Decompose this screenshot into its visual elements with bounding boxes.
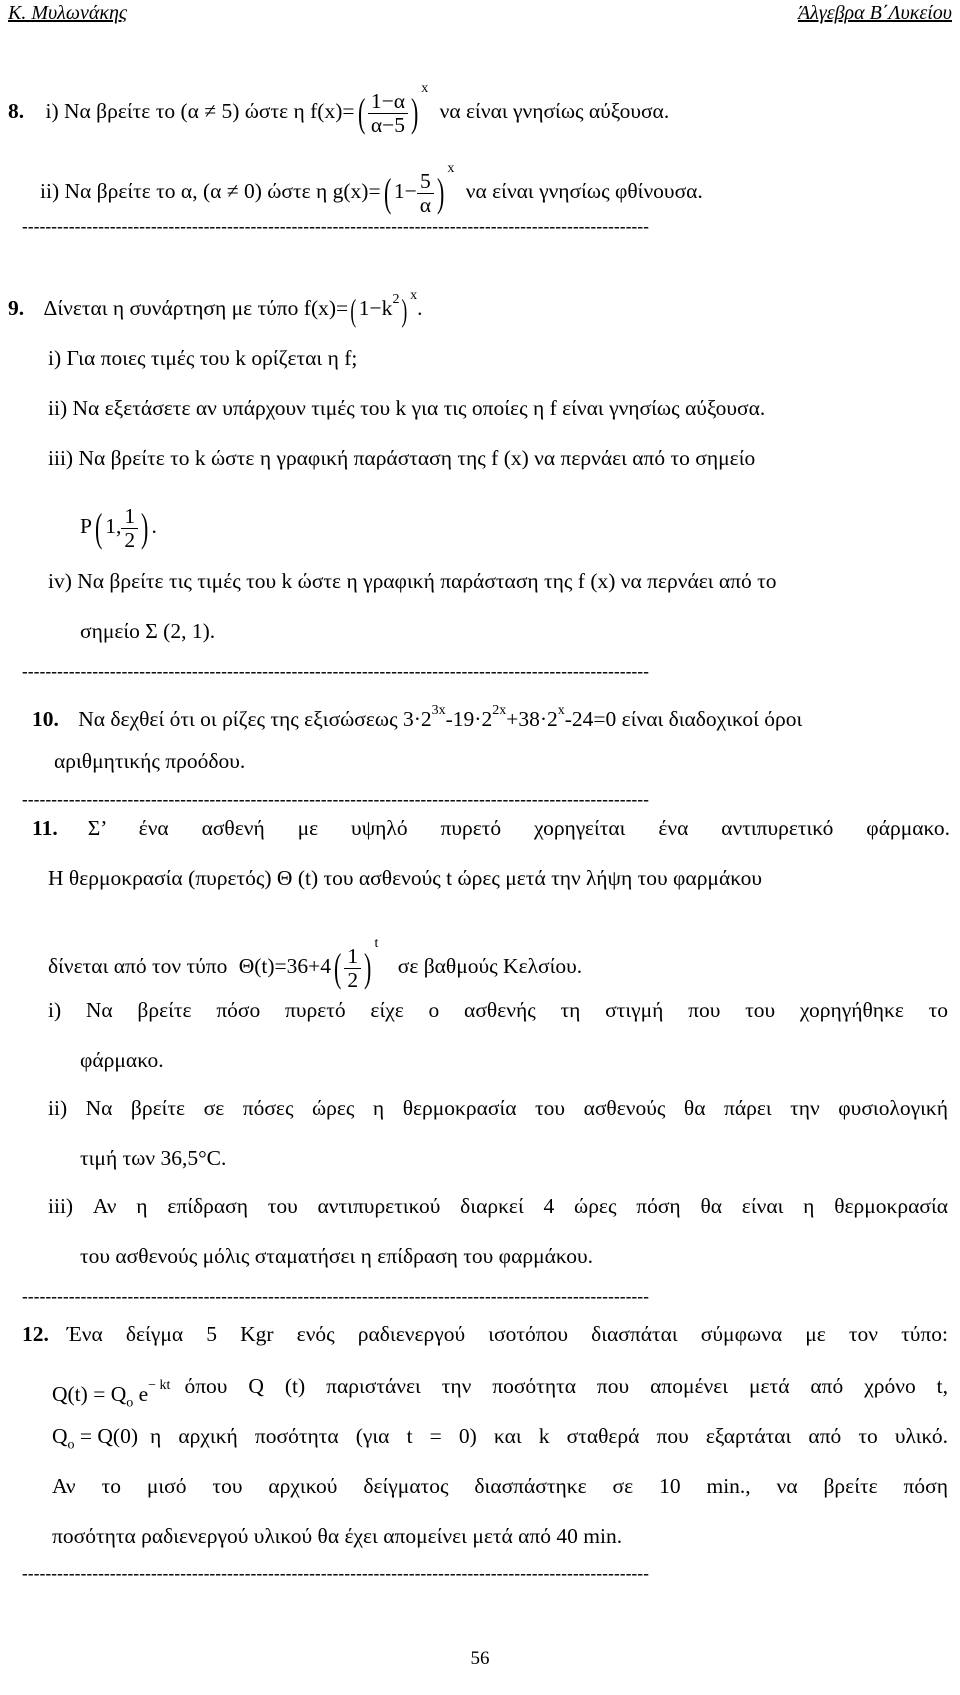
separator-line: ----------------------------------------------------------------------------------------------------------- — [22, 1565, 650, 1583]
formula-theta: Θ(t)=36+4( $\frac{1}{2}$ )$^t$ — [238, 936, 379, 992]
exercise-9-intro: 9. Δίνεται η συνάρτηση με τύπο f(x)=( $1-k^2$) $^x$. — [8, 288, 423, 329]
exercise-11-intro: 11. Σ’ ένα ασθενή με υψηλό πυρετό χορηγείται ένα αντιπυρετικό φάρμακο. — [32, 816, 950, 840]
separator-line: ----------------------------------------------------------------------------------------------------------- — [22, 218, 650, 236]
exercise-12-line-3: $Q_o = Q(0)$ η αρχική ποσότητα (για t = 0) και k σταθερά που εξαρτάται από το υλικό. — [52, 1422, 948, 1459]
formula-q: $Q(t) = Q_o$ $e^{- kt}$ — [52, 1378, 171, 1411]
exercise-9-part-i: i) Για ποιες τιμές του k ορίζεται η f; — [48, 346, 358, 370]
exercise-11-part-ii-cont: τιμή των 36,5°C. — [80, 1146, 227, 1170]
exercise-number: 8. — [8, 99, 25, 123]
exercise-12-line-5: ποσότητα ραδιενεργού υλικού θα έχει απομείνει μετά από 40 min. — [52, 1524, 623, 1548]
exercise-9-part-iv: iv) Να βρείτε τις τιμές του k ώστε η γραφική παράσταση της f (x) να περνάει από το — [48, 569, 777, 593]
exercise-10: 10. Να δεχθεί ότι οι ρίζες της εξισώσεως $3\cdot 2^{3x}-19\cdot 2^{2x}+38\cdot 2^x-24=0$ είναι διαδοχικοί όροι — [32, 703, 803, 731]
exercise-12-intro: 12. Ένα δείγμα 5 Kgr ενός ραδιενεργού ισοτόπου διασπάται σύμφωνα με τον τύπο: — [22, 1322, 948, 1346]
exercise-9-part-ii: ii) Να εξετάσετε αν υπάρχουν τιμές του k για τις οποίες η f είναι γνησίως αύξουσα. — [48, 396, 766, 420]
exercise-11-part-iii: iii) Αν η επίδραση του αντιπυρετικού διαρκεί 4 ώρες πόση θα είναι η θερμοκρασία — [48, 1194, 948, 1218]
exercise-9-part-iv-cont: σημείο Σ (2, 1). — [80, 619, 216, 643]
exercise-10-cont: αριθμητικής προόδου. — [54, 749, 246, 773]
exercise-number: 9. — [8, 296, 25, 320]
formula-q0: $Q_o = Q(0)$ — [52, 1424, 139, 1453]
exercise-8-part-i: 8. i) Να βρείτε το (α ≠ 5) ώστε η f(x)=( $\frac{1-\alpha}{\alpha-5}$ )$^x$ να είναι γνησίως αύξουσα. — [8, 81, 670, 137]
exercise-11-part-i-cont: φάρμακο. — [80, 1048, 164, 1072]
exercise-11-part-iii-cont: του ασθενούς μόλις σταματήσει η επίδραση του φαρμάκου. — [80, 1244, 594, 1268]
separator-line: ----------------------------------------------------------------------------------------------------------- — [22, 663, 650, 681]
exercise-12-formula-line: $Q(t) = Q_o$ $e^{- kt}$ όπου Q (t) παριστάνει την ποσότητα που απομένει μετά από χρόνο t, — [52, 1372, 948, 1417]
exercise-11-part-ii: ii) Να βρείτε σε πόσες ώρες η θερμοκρασία του ασθενούς θα πάρει την φυσιολογική — [48, 1096, 948, 1120]
header-author: Κ. Μυλωνάκης — [8, 2, 127, 24]
formula-g: g(x)=( 1− $\frac{5}{\alpha}$ )$^x$ — [332, 161, 455, 217]
exercise-11-formula-line: δίνεται από τον τύπο Θ(t)=36+4( $\frac{1}{2}$ )$^t$ σε βαθμούς Κελσίου. — [48, 936, 583, 992]
separator-line: ----------------------------------------------------------------------------------------------------------- — [22, 791, 650, 809]
formula-f: f(x)=( $1-k^2$) $^x$. — [303, 288, 423, 329]
exercise-number: 10. — [32, 707, 59, 731]
exercise-8-part-ii: ii) Να βρείτε το α, (α ≠ 0) ώστε η g(x)=( 1− $\frac{5}{\alpha}$ )$^x$ να είναι γνησίως φθίνουσα. — [40, 161, 703, 217]
exercise-number: 11. — [32, 816, 58, 840]
formula-f: f(x)=( $\frac{1-\alpha}{\alpha-5}$ )$^x$ — [310, 81, 429, 137]
exercise-number: 12. — [22, 1322, 49, 1346]
header-book-title: Άλγεβρα Β΄Λυκείου — [797, 2, 952, 24]
exercise-9-part-iii: iii) Να βρείτε το k ώστε η γραφική παράσταση της f (x) να περνάει από το σημείο — [48, 446, 756, 470]
exercise-11-part-i: i) Να βρείτε πόσο πυρετό είχε ο ασθενής τη στιγμή που του χορηγήθηκε το — [48, 998, 948, 1022]
exercise-11-line-2: Η θερμοκρασία (πυρετός) Θ (t) του ασθενούς t ώρες μετά την λήψη του φαρμάκου — [48, 866, 762, 890]
point-p: P( 1, $\frac{1}{2}$ ) . — [80, 504, 157, 552]
page-number: 56 — [470, 1648, 490, 1669]
separator-line: ----------------------------------------------------------------------------------------------------------- — [22, 1288, 650, 1306]
exercise-12-line-4: Αν το μισό του αρχικού δείγματος διασπάστηκε σε 10 min., να βρείτε πόση — [52, 1474, 948, 1498]
